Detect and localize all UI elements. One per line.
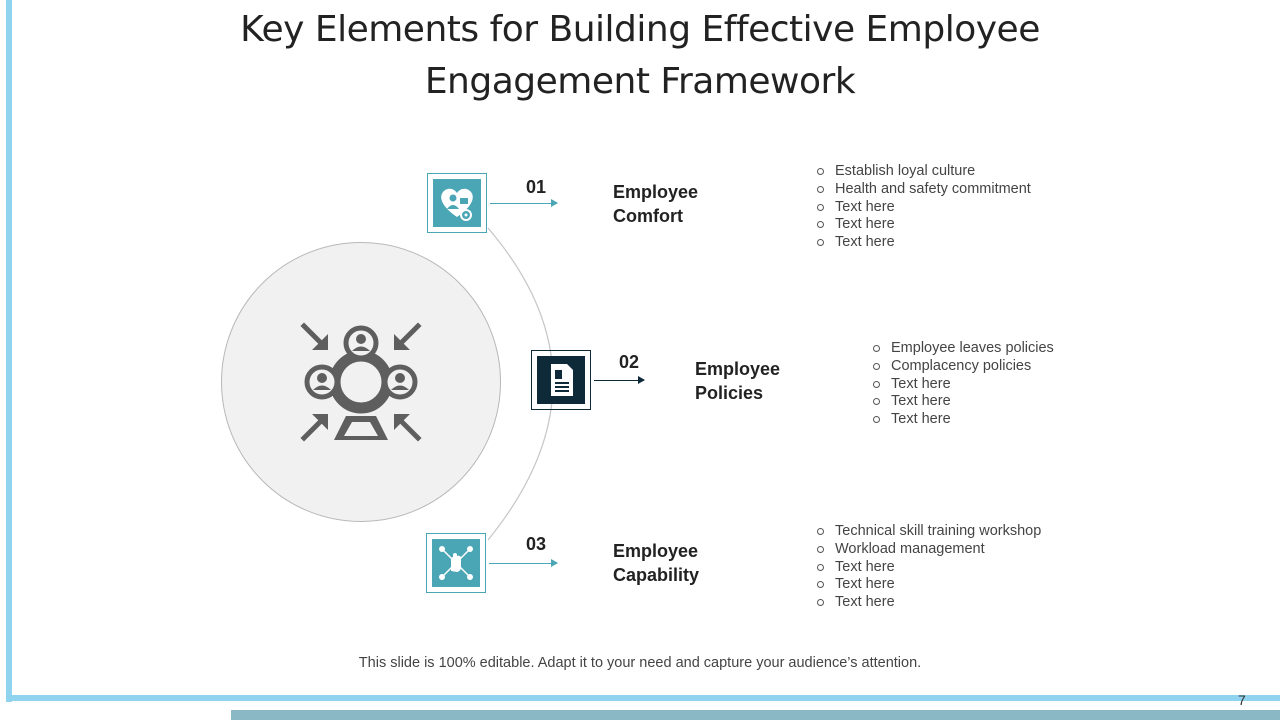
bullet-text: Text here: [835, 576, 895, 593]
employee-comfort-icon: [433, 179, 481, 227]
bullet-circle-icon: [817, 528, 824, 535]
bullet-text: Text here: [835, 198, 895, 215]
item-heading-03: [613, 539, 753, 587]
bullet-circle-icon: [873, 398, 880, 405]
list-item: [817, 523, 1041, 541]
list-item: [817, 163, 1031, 181]
item-heading-01: [613, 180, 753, 228]
item-heading-02-line-2: Policies: [695, 383, 764, 403]
bullet-text: Establish loyal culture: [835, 163, 976, 179]
title-line-1: Key Elements for Building Effective Employee: [240, 9, 1040, 50]
list-item: [817, 559, 1041, 577]
bullet-text: Complacency policies: [891, 357, 1032, 374]
list-item: [817, 199, 1031, 217]
employee-capability-icon-box: [426, 533, 486, 593]
list-item: [817, 181, 1031, 199]
connector-arrow-01: [490, 203, 557, 204]
bullet-text: Technical skill training workshop: [835, 523, 1042, 539]
item-number-01: 01: [526, 177, 547, 197]
list-item: [817, 594, 1041, 612]
bullet-circle-icon: [817, 599, 824, 606]
bullet-text: Health and safety commitment: [835, 180, 1031, 197]
bullet-text: Employee leaves policies: [891, 340, 1054, 356]
bullet-circle-icon: [817, 581, 824, 588]
editable-caption: This slide is 100% editable. Adapt it to your need and capture your audience’s attention.: [358, 655, 922, 671]
bullet-circle-icon: [873, 363, 880, 370]
list-item: [817, 216, 1031, 234]
item-heading-02: [695, 357, 835, 405]
bullet-text: Text here: [891, 393, 951, 410]
page-number: 7: [1238, 692, 1246, 708]
list-item: [817, 234, 1031, 252]
title-line-2: Engagement Framework: [424, 61, 856, 102]
bullet-circle-icon: [817, 168, 824, 175]
bullet-circle-icon: [817, 239, 824, 246]
bullet-text: Text here: [891, 411, 951, 428]
policy-document-icon: [537, 356, 585, 404]
list-item: [873, 358, 1054, 376]
list-item: [817, 541, 1041, 559]
bullet-circle-icon: [873, 416, 880, 423]
bullet-text: Workload management: [835, 540, 985, 557]
list-item: [873, 393, 1054, 411]
list-item: [873, 340, 1054, 358]
item-heading-03-line-1: Employee: [613, 541, 699, 561]
bullet-circle-icon: [817, 564, 824, 571]
bullet-circle-icon: [873, 345, 880, 352]
bullet-circle-icon: [873, 381, 880, 388]
capability-hand-icon: [432, 539, 480, 587]
employee-policies-icon-box: [531, 350, 591, 410]
connector-arrow-02: [594, 380, 644, 381]
item-heading-02-line-1: Employee: [695, 359, 781, 379]
list-item: [873, 376, 1054, 394]
bullet-text: Text here: [835, 558, 895, 575]
bullet-circle-icon: [817, 204, 824, 211]
item-heading-01-line-2: Comfort: [613, 206, 683, 226]
bullet-text: Text here: [835, 234, 895, 251]
item-heading-01-line-1: Employee: [613, 182, 699, 202]
item-bullets-03: [817, 523, 1041, 612]
list-item: [817, 576, 1041, 594]
bullet-circle-icon: [817, 546, 824, 553]
bullet-text: Text here: [835, 216, 895, 233]
item-heading-03-line-2: Capability: [613, 565, 700, 585]
bullet-circle-icon: [817, 186, 824, 193]
item-bullets-01: [817, 163, 1031, 252]
item-bullets-02: [873, 340, 1054, 429]
item-number-02: 02: [619, 352, 640, 372]
bullet-text: Text here: [891, 375, 951, 392]
item-number-03: 03: [526, 534, 547, 554]
bullet-text: Text here: [835, 594, 895, 611]
connector-arrow-03: [489, 563, 557, 564]
bullet-circle-icon: [817, 221, 824, 228]
employee-comfort-icon-box: [427, 173, 487, 233]
team-engagement-icon: [296, 318, 426, 446]
list-item: [873, 411, 1054, 429]
